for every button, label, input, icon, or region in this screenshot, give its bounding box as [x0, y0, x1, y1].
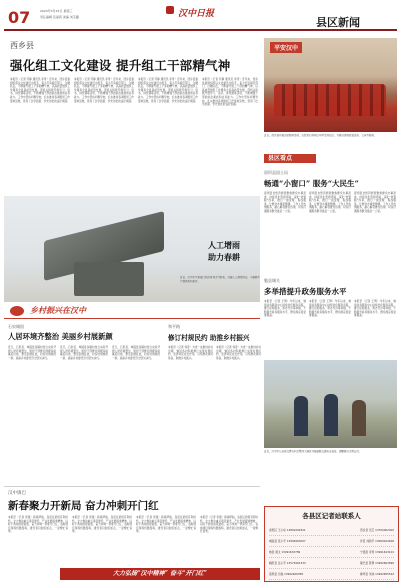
police-photo [264, 360, 397, 448]
photo-label-badge: 平安汉中 [270, 42, 302, 53]
kicker: 和平路 [168, 324, 180, 329]
contact-row [269, 569, 394, 580]
article-body-col2: 本报讯（记者 李强）新春伊始，各县区抢抓有利时机，全力推动重点项目建设、产业发展提速增效，以时不我待的紧迫感，奋力冲刺一季度开门红。各地项目现场机器轰鸣，建设者们加班加点，一派繁忙景象。 [72, 516, 132, 534]
paper-logo-icon [166, 6, 174, 14]
article-body: 本报讯（记者 李强）新春伊始，各县区抢抓有利时机，全力推动重点项目建设、产业发展提速增效，以时不我待的紧迫感，奋力冲刺一季度开门红。各地项目现场机器轰鸣，建设者们加班加点，一派繁忙景象。 [8, 516, 68, 534]
headline: 多举措提升政务服务水平 [264, 287, 347, 296]
headline: 人居环境齐整治 美丽乡村展新颜 [8, 332, 113, 341]
article-body-col2: 本报讯（记者 苏静 通讯员 李雪）近年来，西乡县委组织部以文化建设为抓手，着力打造模范部门、过硬队伍，不断提升组工干部的精气神，以高质量组织工作服务全县高质量发展。部机关积极开展学习、读书、讲党课等活动，不断增强干部的政治素质和业务能力。工作中坚持问题导向，扎实推进各项组织工作落地见效，营造了比学赶超、争先创优的良好氛围。 [74, 78, 134, 103]
kicker: 留坝县国土局 [264, 170, 288, 175]
divider [4, 486, 260, 487]
launcher-base-icon [74, 262, 144, 296]
contact-cell: 城固县 张小平 13992663007 [269, 539, 306, 543]
headline: 畅通“小窗口” 服务“大民生” [264, 179, 359, 188]
masthead-rule [4, 29, 397, 31]
photo-caption-center: 近日，汉中市气象部门抓住有利天气时机，开展人工增雨作业，为春耕生产提供有利条件。 [180, 276, 261, 283]
people-group-icon [274, 84, 386, 116]
section-tag-kanban: 县区看点 [264, 154, 316, 163]
contacts-box [264, 506, 399, 582]
region-label: 西乡县 [10, 41, 34, 50]
article-body-col3: 本报讯（记者 王辉）今年以来，勉县政务服务中心持续优化服务流程，推行延时服务、帮办代办等举措，不断提升政务服务水平，群众满意度显著提高。 [354, 300, 396, 318]
contact-cell: 镇巴县 陈勇 13992603899 [360, 561, 394, 565]
story-shiquan [4, 322, 164, 482]
volunteer-photo [264, 38, 397, 132]
photo-caption-police: 近日，汉中市公安局交警支队民警深入辖区开展道路交通安全宣传，提醒群众文明出行。 [264, 450, 362, 453]
article-body: 留坝县自然资源局聚焦群众办事需求，持续优化营商环境，深化“放管服”改革，推行一窗受理、集成服务，让群众办事更便捷。工作人员热情服务，耐心解答群众咨询，切实打通服务群众最后一公里。 [264, 192, 306, 213]
story-hebao [168, 322, 262, 482]
contacts-list [269, 525, 394, 580]
article-body-col3: 近日，石泉县、城固县各镇村结合实际开展人居环境整治，组织干部群众清理房前屋后垃圾、整治乱堆乱放，村容村貌焕然一新，美丽乡村建设迈出坚实步伐。 [112, 346, 160, 360]
kicker: 勉县城关 [264, 278, 280, 283]
kicker: 石泉城固 [8, 324, 24, 329]
page-number: 07 [8, 8, 31, 27]
masthead [0, 0, 401, 32]
contact-cell: 勉县 胡文 13991633789 [269, 550, 301, 554]
article-body-col2: 留坝县自然资源局聚焦群众办事需求，持续优化营商环境，深化“放管服”改革，推行一窗受理、集成服务，让群众办事更便捷。工作人员热情服务，耐心解答群众咨询，切实打通服务群众最后一公里。 [309, 192, 351, 213]
kicker: 汉中镇巴 [8, 491, 26, 496]
article-body-col3: 本报讯（记者 苏静 通讯员 李雪）近年来，西乡县委组织部以文化建设为抓手，着力打造模范部门、过硬队伍，不断提升组工干部的精气神，以高质量组织工作服务全县高质量发展。部机关积极开展学习、读书、讲党课等活动，不断增强干部的政治素质和业务能力。工作中坚持问题导向，扎实推进各项组织工作落地见效，营造了比学赶超、争先创优的良好氛围。 [138, 78, 198, 103]
article-body-col3: 本报讯（记者 李强）新春伊始，各县区抢抓有利时机，全力推动重点项目建设、产业发展提速增效，以时不我待的紧迫感，奋力冲刺一季度开门红。各地项目现场机器轰鸣，建设者们加班加点，一派繁忙景象。 [136, 516, 196, 534]
photo-caption: 近日，西乡县开展志愿服务活动，志愿者们身穿红马甲走进社区，为群众提供政策宣传、义诊等服务。 [264, 134, 377, 137]
story-xiangcheng [264, 276, 397, 356]
photo-title-line1: 人工增雨 [208, 240, 240, 250]
section-title: 县区新闻 [316, 16, 360, 29]
article-body: 本报讯（记者 苏静 通讯员 李雪）近年来，西乡县委组织部以文化建设为抓手，着力打造模范部门、过硬队伍，不断提升组工干部的精气神，以高质量组织工作服务全县高质量发展。部机关积极开展学习、读书、讲党课等活动，不断增强干部的政治素质和业务能力。工作中坚持问题导向，扎实推进各项组织工作落地见效，营造了比学赶超、争先创优的良好氛围。 [10, 78, 70, 103]
contact-cell: 西乡县 吴卫 13700002002 [360, 528, 394, 532]
headline: 强化组工文化建设 提升组工干部精气神 [10, 58, 231, 73]
contacts-title: 各县区记者站联系人 [302, 512, 361, 520]
photo-title-line2: 助力春耕 [208, 252, 240, 262]
headline: 修订村规民约 助推乡村振兴 [168, 334, 250, 342]
contact-cell: 洋县 刘新平 13909164818 [360, 539, 394, 543]
contact-cell: 南郑区 王小东 13891699321 [269, 528, 306, 532]
banner-label: 乡村振兴在汉中 [30, 305, 86, 315]
article-body-col4: 本报讯（记者 李强）新春伊始，各县区抢抓有利时机，全力推动重点项目建设、产业发展提速增效，以时不我待的紧迫感，奋力冲刺一季度开门红。各地项目现场机器轰鸣，建设者们加班加点，一派繁忙景象。 [200, 516, 258, 534]
top-story [4, 36, 260, 196]
headline: 新春聚力开新局 奋力冲刺开门红 [8, 500, 159, 512]
civilian-icon [352, 400, 366, 436]
story-bottom [4, 490, 260, 570]
editor-line: 责任编辑 张丽莉 美编 刘宝璐 [40, 15, 79, 19]
contact-row [269, 558, 394, 569]
contact-cell: 留坝县 田俊 13992626788 [269, 572, 303, 576]
article-body-col3: 留坝县自然资源局聚焦群众办事需求，持续优化营商环境，深化“放管服”改革，推行一窗受理、集成服务，让群众办事更便捷。工作人员热情服务，耐心解答群众咨询，切实打通服务群众最后一公里。 [354, 192, 396, 213]
article-body-col2: 本报讯（记者 刘涛）为进一步推进乡村治理，勉县各村积极修订完善村规民约，发挥村民自治作用，引导群众移风易俗，助推乡村振兴。 [216, 346, 261, 360]
story-liuba [264, 168, 397, 272]
slogan-banner: 大力弘扬“汉中精神” 奋斗“开门红” [60, 568, 260, 580]
article-body-col2: 近日，石泉县、城固县各镇村结合实际开展人居环境整治，组织干部群众清理房前屋后垃圾、整治乱堆乱放，村容村貌焕然一新，美丽乡村建设迈出坚实步伐。 [60, 346, 108, 360]
contact-row [269, 547, 394, 558]
article-body: 本报讯（记者 刘涛）为进一步推进乡村治理，勉县各村积极修订完善村规民约，发挥村民自治作用，引导群众移风易俗，助推乡村振兴。 [168, 346, 213, 360]
article-body: 本报讯（记者 王辉）今年以来，勉县政务服务中心持续优化服务流程，推行延时服务、帮办代办等举措，不断提升政务服务水平，群众满意度显著提高。 [264, 300, 306, 318]
village-banner [4, 304, 260, 319]
contact-cell: 佛坪县 刘伟 13992655522 [360, 572, 394, 576]
article-body-col2: 本报讯（记者 王辉）今年以来，勉县政务服务中心持续优化服务流程，推行延时服务、帮办代办等举措，不断提升政务服务水平，群众满意度显著提高。 [309, 300, 351, 318]
contact-row [269, 536, 394, 547]
officer-left-icon [294, 396, 308, 436]
contact-cell: 略阳县 伍小平 13571661333 [269, 561, 306, 565]
article-body-col4: 本报讯（记者 苏静 通讯员 李雪）近年来，西乡县委组织部以文化建设为抓手，着力打造模范部门、过硬队伍，不断提升组工干部的精气神，以高质量组织工作服务全县高质量发展。部机关积极开展学习、读书、讲党课等活动，不断增强干部的政治素质和业务能力。工作中坚持问题导向，扎实推进各项组织工作落地见效，营造了比学赶超、争先创优的良好氛围。 [202, 78, 258, 107]
paper-name: 汉中日报 [178, 9, 215, 19]
officer-right-icon [324, 394, 338, 436]
date-line: 2023年3月15日 星期三 [40, 9, 73, 13]
contact-row [269, 525, 394, 536]
contact-cell: 宁强县 李雪 13991613101 [360, 550, 394, 554]
banner-emblem-icon [10, 306, 24, 316]
article-body: 近日，石泉县、城固县各镇村结合实际开展人居环境整治，组织干部群众清理房前屋后垃圾、整治乱堆乱放，村容村貌焕然一新，美丽乡村建设迈出坚实步伐。 [8, 346, 56, 360]
